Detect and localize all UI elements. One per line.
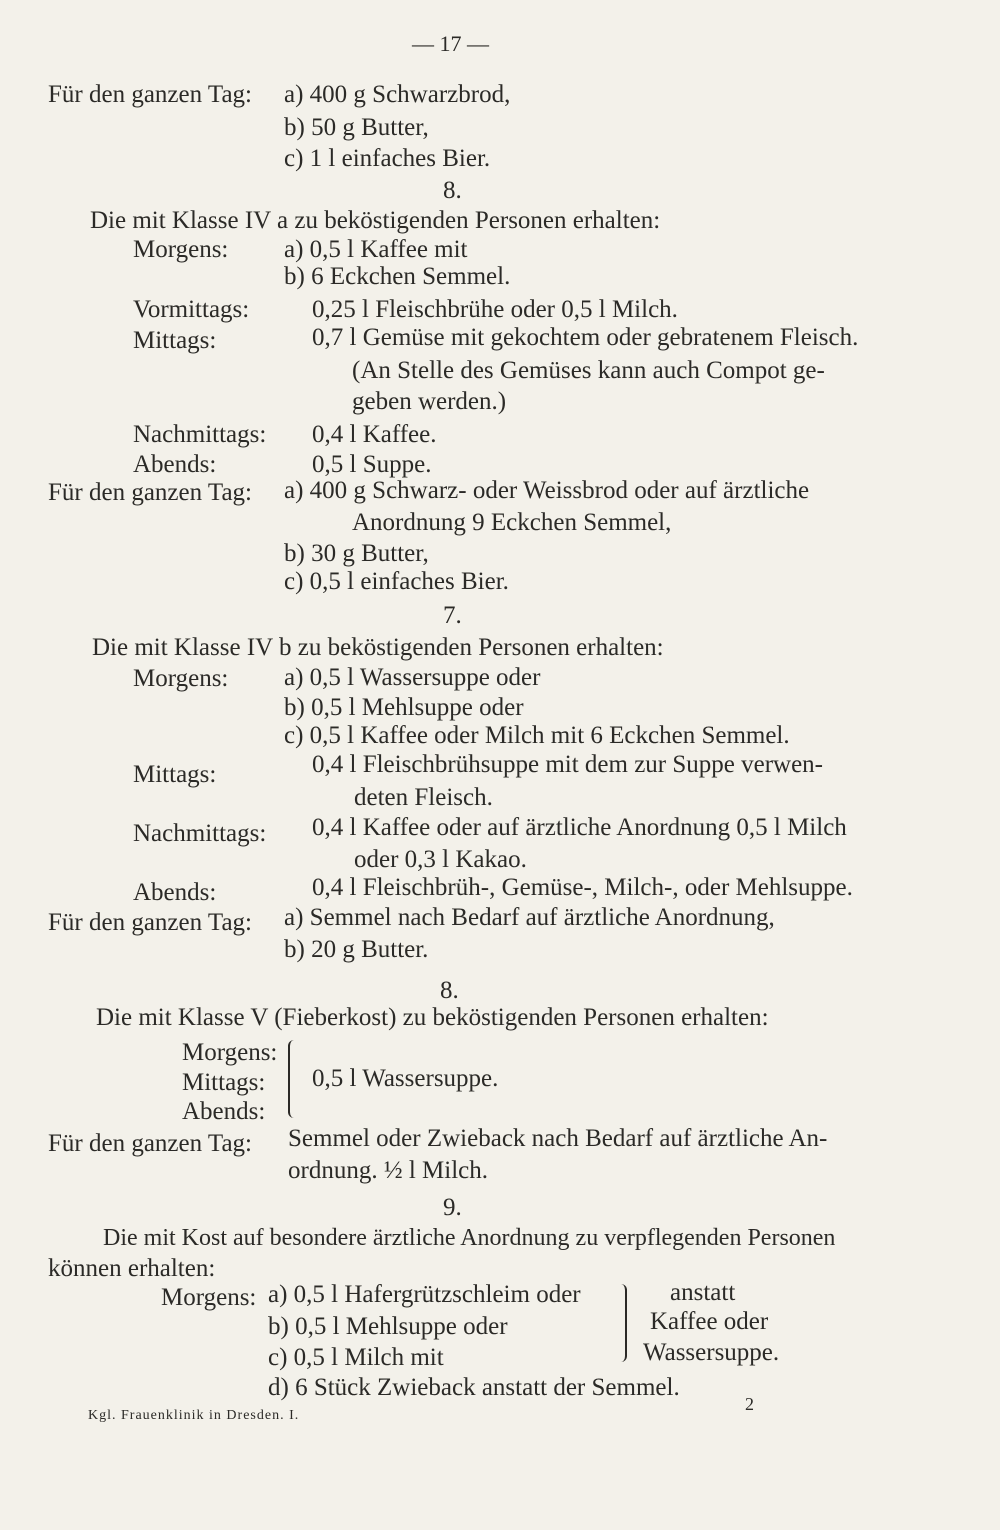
text-line: Abends: bbox=[182, 1098, 266, 1125]
text-line: Für den ganzen Tag: bbox=[48, 1130, 252, 1157]
section-number: 7. bbox=[443, 602, 462, 629]
text-line: b) 50 g Butter, bbox=[284, 114, 429, 141]
text-line: Mittags: bbox=[133, 761, 217, 788]
text-line: können erhalten: bbox=[48, 1255, 216, 1282]
text-line: Morgens: bbox=[133, 236, 229, 263]
text-line: 0,4 l Kaffee. bbox=[312, 421, 437, 448]
text-line: Morgens: bbox=[161, 1284, 257, 1311]
text-line: b) 6 Eckchen Semmel. bbox=[284, 263, 511, 290]
section-number: 8. bbox=[440, 977, 459, 1004]
text-line: Semmel oder Zwieback nach Bedarf auf ärztliche An- bbox=[288, 1125, 828, 1152]
text-line: d) 6 Stück Zwieback anstatt der Semmel. bbox=[268, 1374, 680, 1401]
text-line: Morgens: bbox=[133, 665, 229, 692]
text-line: anstatt bbox=[670, 1279, 736, 1306]
text-line: b) 0,5 l Mehlsuppe oder bbox=[268, 1313, 508, 1340]
footer-signature: 2 bbox=[745, 1394, 754, 1414]
footer-imprint: Kgl. Frauenklinik in Dresden. I. bbox=[88, 1408, 300, 1423]
text-line: 0,5 l Suppe. bbox=[312, 451, 432, 478]
text-line: c) 0,5 l Kaffee oder Milch mit 6 Eckchen Semmel. bbox=[284, 722, 790, 749]
text-line: deten Fleisch. bbox=[354, 784, 493, 811]
text-line: 0,25 l Fleischbrühe oder 0,5 l Milch. bbox=[312, 296, 678, 323]
text-line: Nachmittags: bbox=[133, 820, 267, 847]
page-number: — 17 — bbox=[412, 31, 489, 56]
text-line: b) 0,5 l Mehlsuppe oder bbox=[284, 694, 524, 721]
brace-icon bbox=[288, 1040, 298, 1118]
text-line: b) 30 g Butter, bbox=[284, 540, 429, 567]
section-number: 8. bbox=[443, 177, 462, 204]
text-line: Morgens: bbox=[182, 1039, 278, 1066]
text-line: Wassersuppe. bbox=[643, 1339, 780, 1366]
section-heading: Die mit Klasse V (Fieberkost) zu beköstigenden Personen erhalten: bbox=[96, 1004, 769, 1031]
text-line: a) 400 g Schwarz- oder Weissbrod oder auf ärztliche bbox=[284, 477, 810, 504]
text-line: a) 0,5 l Kaffee mit bbox=[284, 236, 468, 263]
text-line: a) Semmel nach Bedarf auf ärztliche Anordnung, bbox=[284, 904, 775, 931]
text-line: Für den ganzen Tag: bbox=[48, 479, 252, 506]
text-line: ordnung. ½ l Milch. bbox=[288, 1157, 488, 1184]
section-heading: Die mit Klasse IV b zu beköstigenden Personen erhalten: bbox=[92, 634, 664, 661]
section-heading: Die mit Klasse IV a zu beköstigenden Personen erhalten: bbox=[90, 207, 661, 234]
section-number: 9. bbox=[443, 1194, 462, 1221]
text-line: Vormittags: bbox=[133, 296, 250, 323]
text-line: geben werden.) bbox=[352, 388, 507, 415]
text-line: Abends: bbox=[133, 879, 217, 906]
text-line: a) 0,5 l Hafergrützschleim oder bbox=[268, 1281, 581, 1308]
text-line: 0,4 l Kaffee oder auf ärztliche Anordnung 0,5 l Milch bbox=[312, 814, 847, 841]
text-line: (An Stelle des Gemüses kann auch Compot ge- bbox=[352, 357, 825, 384]
text-line: b) 20 g Butter. bbox=[284, 936, 429, 963]
brace-icon bbox=[617, 1284, 627, 1362]
text-line: c) 1 l einfaches Bier. bbox=[284, 145, 491, 172]
text-line: Abends: bbox=[133, 451, 217, 478]
text-line: Kaffee oder bbox=[650, 1308, 769, 1335]
text-line: a) 400 g Schwarzbrod, bbox=[284, 81, 511, 108]
text-line: c) 0,5 l einfaches Bier. bbox=[284, 568, 509, 595]
text-line: Mittags: bbox=[182, 1069, 266, 1096]
text-line: Nachmittags: bbox=[133, 421, 267, 448]
text-line: a) 0,5 l Wassersuppe oder bbox=[284, 664, 541, 691]
text-line: Für den ganzen Tag: bbox=[48, 909, 252, 936]
text-line: Mittags: bbox=[133, 327, 217, 354]
text-line: Anordnung 9 Eckchen Semmel, bbox=[352, 509, 672, 536]
text-line: 0,7 l Gemüse mit gekochtem oder gebratenem Fleisch. bbox=[312, 324, 859, 351]
text-line: 0,5 l Wassersuppe. bbox=[312, 1065, 499, 1092]
text-line: 0,4 l Fleischbrüh-, Gemüse-, Milch-, oder Mehlsuppe. bbox=[312, 874, 853, 901]
text-line: Für den ganzen Tag: bbox=[48, 81, 252, 108]
text-line: 0,4 l Fleischbrühsuppe mit dem zur Suppe verwen- bbox=[312, 751, 824, 778]
text-line: c) 0,5 l Milch mit bbox=[268, 1344, 444, 1371]
text-line: oder 0,3 l Kakao. bbox=[354, 846, 527, 873]
section-heading: Die mit Kost auf besondere ärztliche Anordnung zu verpflegenden Personen bbox=[103, 1225, 836, 1251]
